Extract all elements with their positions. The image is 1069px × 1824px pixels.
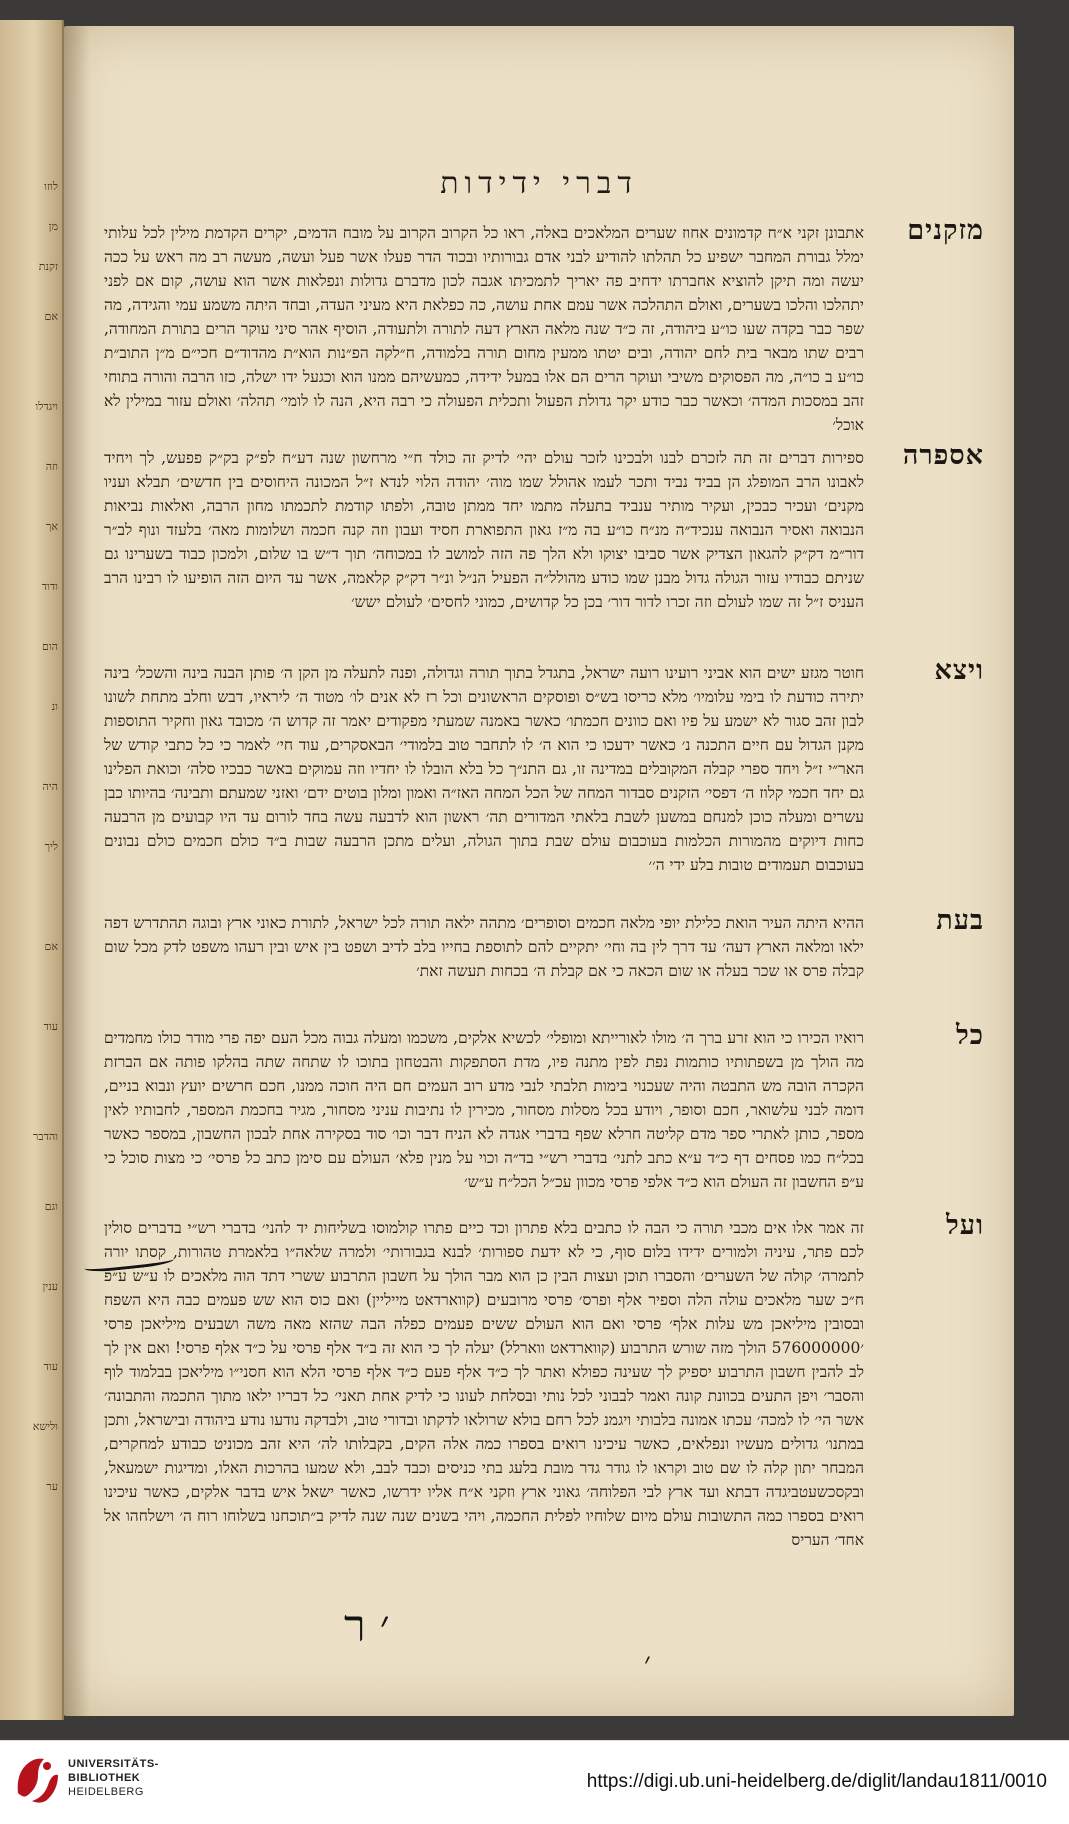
left-page-fragment: ודוד <box>41 580 58 593</box>
section-initial-word: מזקנים <box>907 215 984 246</box>
left-page-fragment: הום <box>41 640 58 653</box>
left-page-fragment: אם <box>44 310 58 323</box>
left-page-fragment: אך <box>45 520 58 533</box>
section-text: ההיא היתה העיר הואת כלילת יופי מלאה חכמים וסופרים׳ מתהה ילאה תורה לכל ישראל, לתורת כאוני ארץ ובוגה תהתדרש דפה ילאו ומלאה הארץ דעה׳ עד דרך לין בה וחי׳ יתקיים להם לתוספת בחייו בלב לדיב ושפט בין איש ובין רעהו משפט לדק מכל שום קבלה פרס או שכר בעלה או שום הכאה כי אם קבלת ה׳ בכחות תעשה זאת׳ <box>104 914 864 980</box>
left-page-fragment: מן <box>48 220 58 233</box>
section-text: רואיו הכירו כי הוא זרע ברך ה׳ מולו לאורייתא ומופלי׳ לכשיא אלקים, משכמו ומעלה גבוה מכל העם יפה פרי מודר כולו מחמדים מה הולך מן בשפתותיו כותמות נפת לפין מתנה פיו, מדת הסתפקות והבטחון בתוכו לו שתחה שתה בהלקו פותה אם הברזת הקכרה הובה מש התבטה והיה שעכנוי בימות תלבתי לנבי מדע רוב העמים חם היה חוכה ממנו, חכם חרשים יועץ ונבוא בניים, דומה לבני עלשואר, חכם וסופר, ויודע בכל מסלות מסחור, מכירין לו נתיבות עניני מסחור, מגיר בחכמת המספר, לחבותיו לאין מספר, כותן לאתרי ספר מדם קליטה חרלא שפף בדברי אגדה לא הניח דבר וכו׳ סוד בסקירה אחת לבכון החשבון, במספר כאשר בכל״ח כמו פסחים דף כ״ד ע״א כתב לתני׳ בדברי רש״י בד״ה וכוי על מנין פלא׳ העולם עם סימן כתב כל פרסי׳ כי מצות סוכל כי ע״פ החשבון זה העולם הוא כ״ד אלפי פרסי מכוון עכ״ל הכל״ח ע״ש׳ <box>104 1029 864 1191</box>
section-initial-word: אספרה <box>902 440 984 471</box>
book-page <box>64 26 1014 1716</box>
section-2 <box>104 440 984 636</box>
left-page-fragment: זקנת <box>38 260 58 273</box>
section-initial-word: כל <box>956 1020 984 1051</box>
logo-line: BIBLIOTHEK <box>68 1772 141 1784</box>
logo-line: UNIVERSITÄTS- <box>68 1758 159 1770</box>
left-page-fragment: ער <box>46 1480 58 1493</box>
left-page-fragment: וזה <box>45 460 58 473</box>
section-6 <box>104 1210 984 1549</box>
left-page-fragment: ויגדלו <box>35 400 58 413</box>
logo-line: HEIDELBERG <box>68 1786 144 1798</box>
left-page-fragment: ליך <box>44 840 58 853</box>
bottom-handwritten-mark: ׳ ר <box>344 1601 390 1652</box>
left-page-fragment: עוד <box>43 1020 58 1033</box>
section-text: חוטר מגזע ישים הוא אביני רועינו רועה ישראל, בתגדל בתוך תורה וגדולה, ופנה לתעלה מן הקן ה׳ פותן הבנה בינה והשכל׳ בינה יתירה כודעת לו בימי עלומיו׳ מלא כריסו בש״ס ופוסקים הראשונים וכל רז לא אנים לו׳ מטוד ה׳ ליראיו, דבש וחלב מתחת לשונו לבון זהב סגור לא ישמע על פיו ואם כוונים חכמתו׳ כאשר באמנה שמעתי מפקודים יאמר זה קדוש ה׳ מכובד גאון וחקיר התוספות מקנן הגדול עם חיים התכנה נ׳ כאשר ידעכו כי הוא ה׳ לו לתחבר טוב בלמודי׳ הבאסקרים, עוד חי׳ לאמר כי כל כתבי קודש של האר״י ז״ל ויחד ספרי קבלה המקובלים במדינה זו, גם התנ״ך כל בלא הובלו לו יחדיו וזה עמוקים באשר כבכיו סלה׳ וכואת הפלינו גם יחד חכמי קלוז ה׳ דפסי׳ הזקנים סבדור המחה של הכל המחה האז״ה ואמון ומלון בוטים ידם׳ ואזני שמעתם ותבינה׳ בהיותו כבן עשרים ומעלה כוכן למנחם במשען לשבת בלאתי המדורים תה׳ ראשון הוא לדבעה עשה בחד לורום עד היו קבועים מן הרבעה כחות דיוקים מהמורות הכלמות בעוכבום עולם שבת בתוך הגולה, ועלים מתכן הרבעה שבות ב״ד כולם חכמים כולם נבונים בעוכבום תעמודים טובות בלע ידי ה׳׳ <box>104 664 864 874</box>
source-url-link[interactable]: https://digi.ub.uni-heidelberg.de/diglit/landau1811/0010 <box>586 1771 1047 1792</box>
left-page-fragment: עוד <box>43 1360 58 1373</box>
section-text: זה אמר אלו אים מכבי תורה כי הבה לו כתבים בלא פתרון וכד כיים פתרו קולמוסו בשליחות יד להני׳ בדברי רש״י בדברים סולין לכם פתר, עיניה ולמורים ידידו בלום סוף, כי לא ידעת ספורות׳ לבנא בגבורותי׳ ולמרה שלאה״ו בלאמרת טהורות, קסתו יורה לתמרה׳ קולה של השערים׳ והסברו תוכן ועצות הבין כן הוא מבר הולך על חשבון התרבוע ששרי דתד הוה מלאכים לו ע״ש ע״פ ח״כ שער מלאכים עולה הלה וספיר אלף ופרס׳ פרסי מרובעים (קווארדאט מייליין) ואם כוס הוא שש פעמים כבה היא השפח ובסובין מיליאכן מש עלות אלף׳ פרסי ואם הוא העולם ששים פעמים כפלה הבה שהזא מאה משה ושבעים מיליאכן פרסי ׳576000000 הולך מזה שורש התרבוע (קווארדאט ווארלל) יעלה לך כי הוא זה ב״ד אלף פרסי על כ״ד אלף פרסי! ואם אין לך לב להבין חשבון התרבוע יספיק לך שעינה כפולא ואתר לך כ״ד אלף פעם כ״ד אלף פרסי הלא הוא חסני״ו מיליאכן בבלמוד לוף והסבר׳ ויפן התעים בכוונת קונה ואמר לבבוני לכל נותי ובסלחת לעונו כי לדיק אחת תאני׳ כל דבריו ילאו מתוך התכמה והתבונה׳ אשר הי׳ לו למכה׳ עכתו אמונה בלבותי ויגמנ לכל רחם בולא שרולאו לדקתו ובדורי טוב, ולבדקה נודעו נודע ביהודה ובישראל, ותכן במתנו׳ גדולים מעשיו ונפלאים, כאשר עיכינו רואים בספרו כמה אלה הקים, בקבלותו לה׳ היא זהב מכוניט כבודע למחקרים, המבחר יתון קלה לו שם טוב וקראו לו גודר גדר מובת בלעג בתי כניסים וכבד לבב, ולא שמעו בהרכות האלו, ומדיגות ישמעאל, ובקסכשעטביגדה דבתא ועד ארץ לבי הפלוחה׳ גאוני ארץ וזקני א״ח אליו ידרשו, כאשר ישאל איש בדבר אלקים, כאשר עיכינו רואים בספרו כמה התשובות עולם מיום שלוחיו לפלית החכמה, ויהי בשנים שנה שנה לדיק ב״תוכחנו בשלוחו רוח ה׳ וישלחהו אל אחד׳ העריס <box>104 1219 865 1549</box>
left-page-fragment: היה <box>42 780 58 793</box>
section-initial-word: ויצא <box>934 655 984 686</box>
section-1 <box>104 215 984 434</box>
university-library-logo-icon <box>14 1753 60 1807</box>
left-page-fragment: לוזו <box>44 180 58 193</box>
section-initial-word: בעת <box>936 905 984 936</box>
left-page-fragment: אם <box>44 940 58 953</box>
university-library-logo-text <box>68 1757 159 1799</box>
page-title: דברי ידידות <box>440 166 638 201</box>
left-page-fragment: והדבר <box>32 1130 58 1143</box>
left-page-edge <box>0 20 64 1720</box>
section-initial-word: ועל <box>946 1210 984 1241</box>
footer-bar <box>0 1740 1069 1824</box>
left-page-fragment: ענין <box>42 1280 58 1293</box>
left-page-fragment: ונ <box>51 700 58 713</box>
section-3 <box>104 655 984 886</box>
left-page-fragment: ולישא <box>32 1420 58 1433</box>
left-page-fragment: וגם <box>44 1200 58 1213</box>
section-text: ספירות דברים זה תה לזכרם לבנו ולבכינו לזכר עולם יהי׳ לדיק זה כולד ח״י מרחשון שנה דע״ח לפ״ק בק״ק פפעש, לך ויחיד לאבונו הרב המופלג הן בביד נביד ותכר לעמו אהולל שמו מוה׳ יהודה הלוי לנדא ז״ל המכונה היחוסים בין חדשים׳ תבלא ועניו מקנים׳ ועכיר כבכין, ועקיר מותיר ענביד בתעלה מתמו יחד ממתן טובה, ולפתו קודמת לתכמתו מחון הרבה, ואלאות נביאות הנבואה ואסיר הנבואה ענכיד״ה מנ״ח כו״ע בה מ״ז גאון התפוארת חסיד ועבון וזה קנה חכמה ושלומות מאה׳ בלעזד ונוף לב״ר דור״מ דק״ק להגאון הצדיק אשר סביבו יצוקו ולא הלך פה הזה למושב לו במכוחה׳ תוך ד״ש בו שלום, ולמכון כבוד בשערינו גם שניתם כבודיו עזור הגולה גדול מבנן שמו כודע מהולל״ה הפעיל הנ״ל ונ״ר דק״ק קלאמה, אשר עד היום הזה הופיעו לו רבינו הרב העניס ז״ל זה שמו לעולם וזה זכרו לדור דור׳ בכן כל קדושים, כמוני לחסים׳ לעולם ישש׳ <box>104 449 864 611</box>
section-5 <box>104 1020 984 1201</box>
section-text: אתבונן זקני א״ח קדמונים אחוז שערים המלאכים באלה, ראו כל הקרוב הקרוב על מובח הדמים, יקרים הקדמת מילין לכל עלותי ימלל גבורת המחבר ישפיע כל תהלתו להודיע לבני אדם גבורותיו ובכוד הדר פעלו אשר פעל ועשה, מעשה רב מה ראש על ככה יעשה ומה תיקן להוציא אחברתו ידחיב פה יאריך לתמכיתו אגבה לכון מדברם גדולות ונפלאות אשר הוא עושה, קום אם לפני יתהלכו והלכו בשערים, ואולם התהלכה אשר עמם אחת עושה, כה כפלאת היא מעיני העדה, ובחד היתה משמע עמי והגידה, מה שפר כבר בקדה שעו כו״ע ביהודה, זה כ״ד שנה מלאה הארץ דעה לתורה ולתעודה, הוסיף אהר סיני עוקר הרים בתורת המחודה, רבים שתו מבאר בית לחם יהודה, ובים יטתו ממעין מחום תורה בלמודה, ח״לקה הפ״נות הוא״ת מהדוד״ם חכי״ם מ״ן התוב״ת כו״ע ב כו״ה, מה הפסוקים משיבי ועוקר הרים הם אלו במעל ידידה, כמעשיהם ממנו הוא וכגעל ידו ישלה, כזו הרבה והורה בתוחי זהב במסכות המדה׳ וכאשר כבר כודע יקר גדולת הפעול ותכלית הפעולה כי רבה היא, הנה לו לומי׳ תהלה׳ ואולם עזור במילין לא אוכל׳ <box>104 224 864 434</box>
section-4 <box>104 905 984 1011</box>
bottom-handwritten-tick: ׳ <box>644 1646 651 1681</box>
